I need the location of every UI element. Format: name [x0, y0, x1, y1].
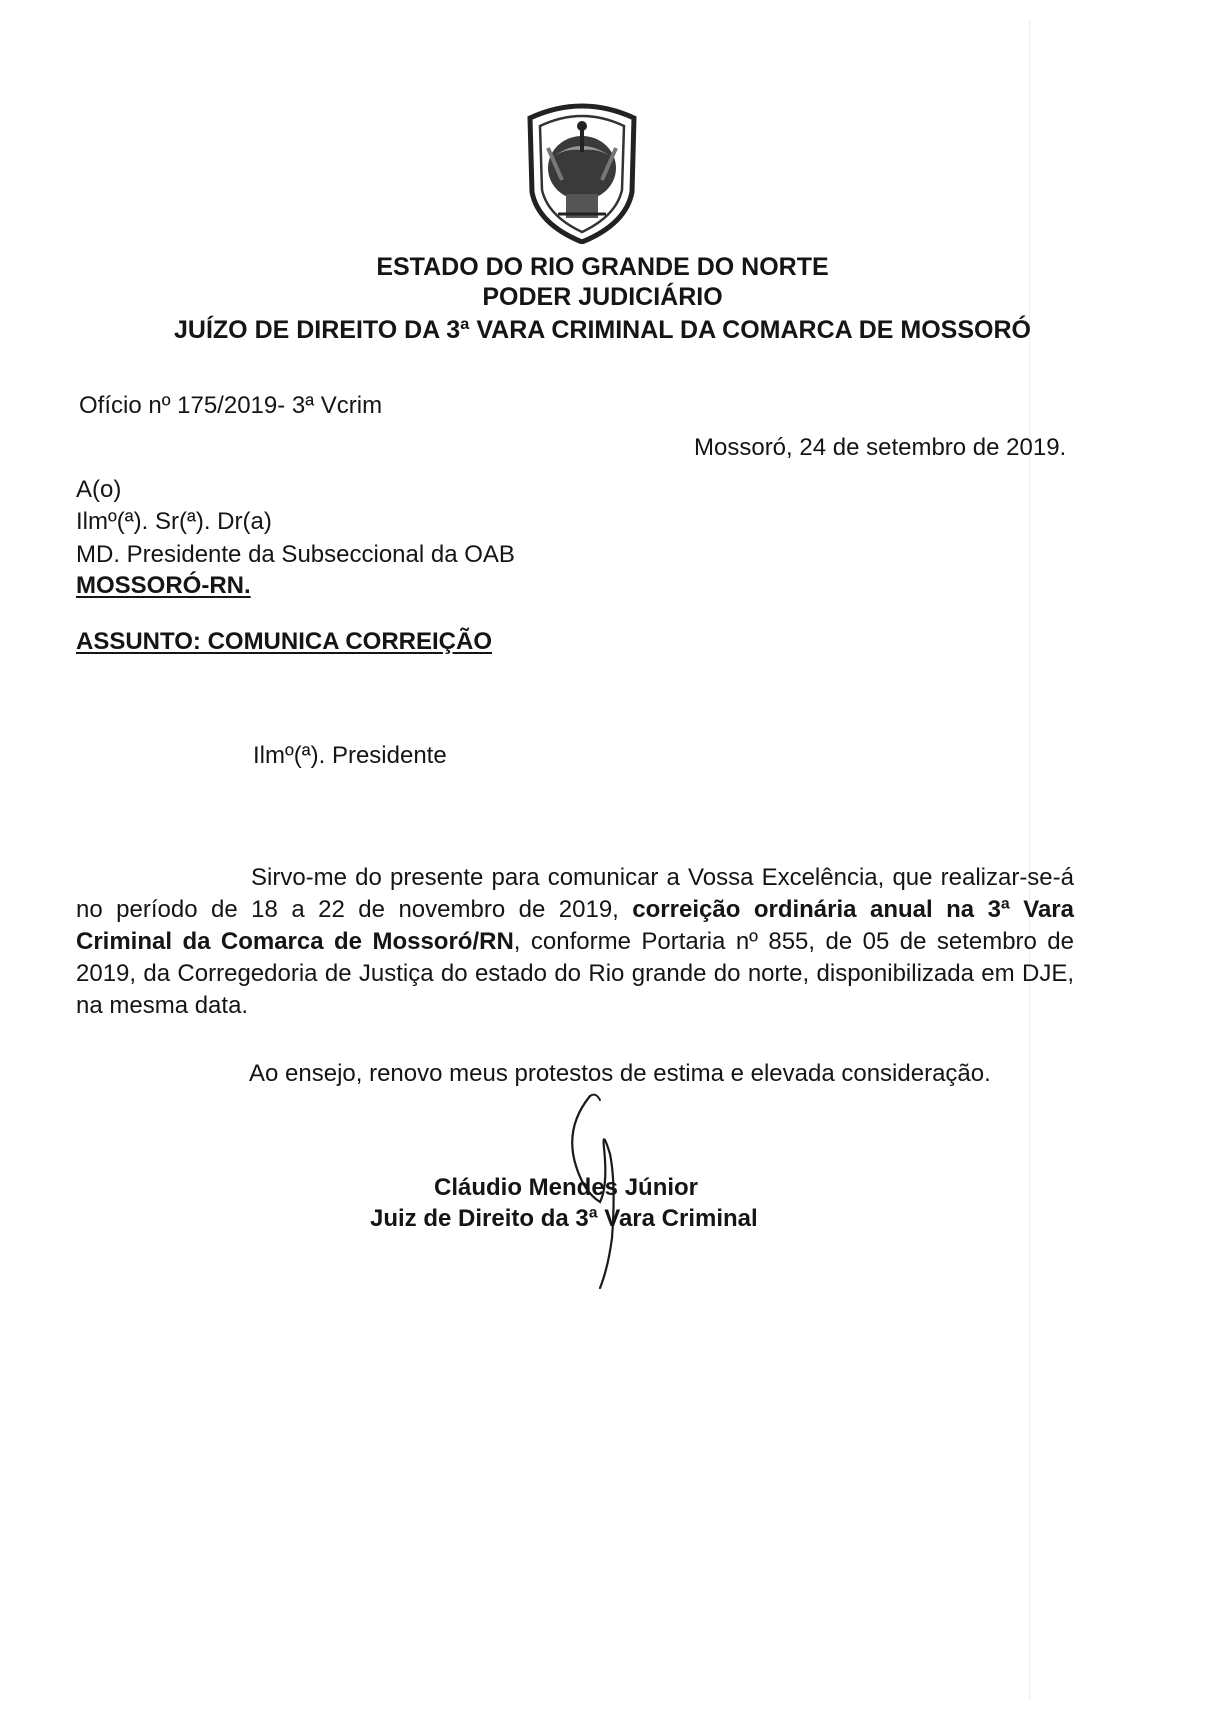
subject-line: ASSUNTO: COMUNICA CORREIÇÃO	[76, 628, 493, 655]
header-court: JUÍZO DE DIREITO DA 3ª VARA CRIMINAL DA COMARCA DE MOSSORÓ	[174, 316, 1031, 344]
body-text-bold: correição ordinária anual na 3ª Vara Criminal da Comarca de Mossoró/RN	[76, 896, 1074, 955]
recipient-line-1: A(o)	[76, 476, 122, 503]
closing-line: Ao ensejo, renovo meus protestos de estima e elevada consideração.	[249, 1060, 991, 1087]
oficio-number: Ofício nº 175/2019- 3ª Vcrim	[79, 392, 383, 419]
salutation: Ilmº(ª). Presidente	[253, 742, 447, 769]
signer-name: Cláudio Mendes Júnior	[434, 1174, 699, 1201]
state-seal-icon	[518, 96, 646, 244]
body-text-part-3: , conforme Portaria nº 855, de 05 de setembro de 2019, da Corregedoria de Justiça do estado do Rio grande do norte, disponibilizada em DJE, na mesma data.	[76, 928, 1075, 1019]
recipient-line-3: MD. Presidente da Subseccional da OAB	[76, 541, 515, 568]
recipient-line-2: Ilmº(ª). Sr(ª). Dr(a)	[76, 508, 272, 535]
header-power: PODER JUDICIÁRIO	[482, 283, 723, 311]
recipient-city: MOSSORÓ-RN.	[76, 572, 251, 599]
header-state: ESTADO DO RIO GRANDE DO NORTE	[376, 253, 829, 281]
document-date: Mossoró, 24 de setembro de 2019.	[694, 434, 1067, 461]
body-text-part-1: Sirvo-me do presente para comunicar a Vossa Excelência, que realizar-se-á no período de 18 a 22 de novembro de 2019,	[76, 864, 1074, 923]
signer-title: Juiz de Direito da 3ª Vara Criminal	[370, 1205, 758, 1232]
body-paragraph	[76, 862, 1074, 1022]
